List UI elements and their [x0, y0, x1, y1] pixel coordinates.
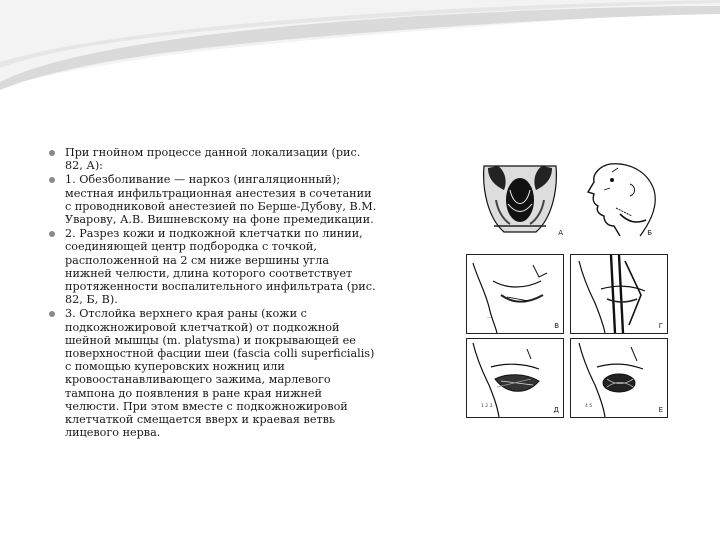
figure-panel-d — [466, 338, 564, 418]
panel-label-g: Г — [658, 322, 663, 330]
surgical-figure — [466, 160, 666, 416]
panel-label-a: А — [558, 229, 563, 237]
panel-label-d: Д — [553, 406, 559, 414]
panel-label-v: В — [554, 322, 559, 330]
figure-panel-b — [570, 160, 662, 238]
svg-text:4 5: 4 5 — [585, 404, 593, 409]
figure-panel-v — [466, 254, 564, 334]
decorative-swoosh — [0, 0, 720, 110]
bullet-item-detachment: 3. Отслойка верхнего края раны (кожи с подкожножировой клетчаткой) от подкожной шейной мышцы (m. platysma) и покрывающей ее поверхностной фасции шеи (fascia colli superficialis) с помощью куперовских ножниц или кровоостанавливающего зажима, марлевого тампона до появления в ране края нижней челюсти. При этом вместе с подкожножировой клетчаткой смещается вверх и краевая ветвь лицевого нерва. — [48, 307, 378, 439]
svg-text:1 2 3: 1 2 3 — [481, 404, 493, 409]
figure-panel-a — [474, 160, 566, 238]
figure-panel-g — [570, 254, 668, 334]
bullet-item-intro: При гнойном процессе данной локализации (рис. 82, А): — [48, 146, 378, 172]
bullet-item-incision: 2. Разрез кожи и подкожной клетчатки по линии, соединяющей центр подбородка с точкой, расположенной на 2 см ниже вершины угла нижней челюсти, длина которого соответствует протяженности воспалительного инфильтрата (рис. 82, Б, В). — [48, 227, 378, 306]
bullet-list — [48, 146, 378, 439]
bullet-item-anesthesia: 1. Обезболивание — наркоз (ингаляционный); местная инфильтрационная анестезия в сочетании с проводниковой анестезией по Берше-Дубову, В.М. Уварову, А.В. Вишневскому на фоне премедикации. — [48, 173, 378, 226]
panel-label-e: Е — [658, 406, 663, 414]
panel-label-b: Б — [647, 229, 652, 237]
svg-text:---: --- — [487, 316, 492, 321]
figure-panel-e — [570, 338, 668, 418]
slide-body — [48, 146, 378, 440]
